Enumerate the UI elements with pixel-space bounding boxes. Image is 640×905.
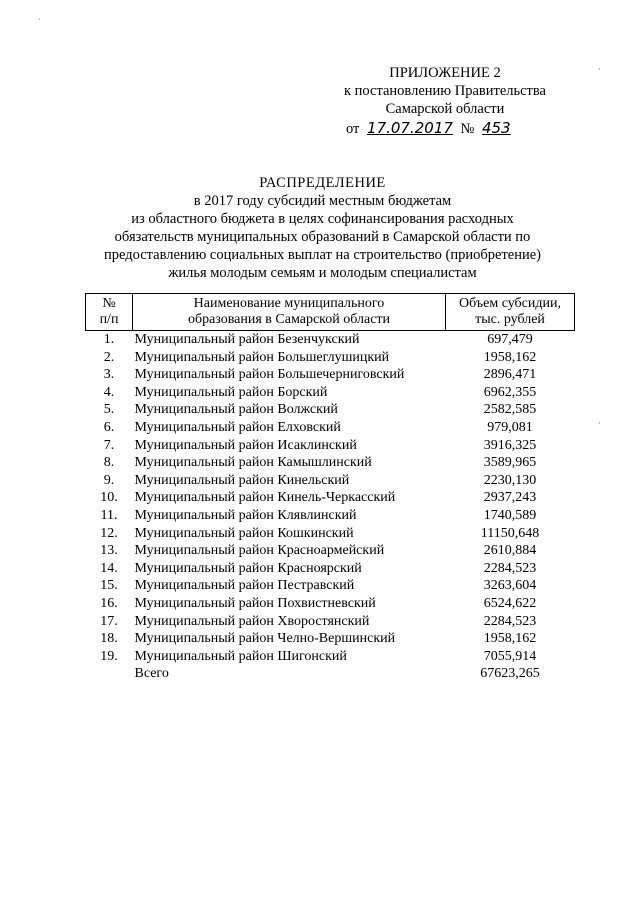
row-num: 2. — [103, 349, 115, 365]
row-name: Муниципальный район Борский — [134, 384, 328, 400]
row-name: Муниципальный район Хворостянский — [134, 613, 370, 629]
row-name: Муниципальный район Камышлинский — [134, 455, 372, 471]
table-row — [86, 366, 575, 384]
row-amount: 11150,648 — [480, 525, 540, 541]
total-row — [86, 665, 575, 683]
row-num: 9. — [103, 472, 115, 488]
table-row — [86, 525, 575, 543]
scan-speck: · — [598, 418, 601, 428]
row-name: Муниципальный район Кошкинский — [134, 525, 354, 541]
row-num: 10. — [100, 490, 118, 506]
appendix-region-line: Самарской области — [385, 101, 505, 117]
row-num: 7. — [103, 437, 115, 453]
table-row — [86, 630, 575, 648]
row-name: Муниципальный район Челно-Вершинский — [134, 631, 396, 647]
table-row — [86, 401, 575, 419]
appendix-block — [330, 64, 560, 118]
number-label: № — [460, 121, 475, 137]
title-line-1: в 2017 году субсидий местным бюджетам — [193, 193, 452, 209]
row-amount: 3589,965 — [483, 455, 537, 471]
table-row — [86, 454, 575, 472]
row-name: Муниципальный район Елховский — [134, 419, 341, 435]
row-amount: 7055,914 — [483, 648, 537, 664]
row-name: Муниципальный район Кинельский — [134, 472, 350, 488]
table-row — [86, 489, 575, 507]
header-amount — [446, 294, 575, 331]
table-row — [86, 648, 575, 666]
table-row — [86, 349, 575, 367]
scan-speck: ˎ — [38, 10, 41, 20]
table-row — [86, 577, 575, 595]
row-name: Муниципальный район Похвистневский — [134, 595, 376, 611]
header-num-line2: п/п — [99, 312, 119, 327]
table-row — [86, 472, 575, 490]
table-row — [86, 507, 575, 525]
header-amount-line2: тыс. рублей — [475, 312, 545, 327]
row-num: 8. — [103, 455, 115, 471]
scan-speck: · — [598, 64, 601, 74]
row-amount: 3916,325 — [483, 437, 537, 453]
row-name: Муниципальный район Красноярский — [134, 560, 362, 576]
row-name: Муниципальный район Большеглушицкий — [134, 349, 390, 365]
row-num: 6. — [103, 419, 115, 435]
row-amount: 2937,243 — [483, 490, 537, 506]
row-name: Муниципальный район Безенчукский — [134, 332, 360, 347]
title-heading: РАСПРЕДЕЛЕНИЕ — [259, 175, 386, 191]
row-amount: 1740,589 — [483, 507, 537, 523]
total-num — [86, 665, 133, 683]
approval-line — [346, 119, 515, 138]
total-label: Всего — [134, 666, 169, 682]
row-amount: 697,479 — [487, 332, 533, 347]
table-row — [86, 419, 575, 437]
table-header-row — [86, 294, 575, 331]
row-name: Муниципальный район Пестравский — [134, 578, 355, 594]
row-amount: 2896,471 — [483, 367, 537, 383]
row-amount: 3263,604 — [483, 578, 537, 594]
row-amount: 2284,523 — [483, 613, 537, 629]
row-num: 15. — [100, 578, 118, 594]
row-num: 18. — [100, 631, 118, 647]
table-row — [86, 613, 575, 631]
row-amount: 2582,585 — [483, 402, 537, 418]
row-num: 4. — [103, 384, 115, 400]
row-name: Муниципальный район Большечерниговский — [134, 367, 405, 383]
handwritten-number: 453 — [482, 119, 511, 137]
row-num: 5. — [103, 402, 115, 418]
row-amount: 6962,355 — [483, 384, 537, 400]
row-num: 19. — [100, 648, 118, 664]
row-num: 3. — [103, 367, 115, 383]
row-amount: 2284,523 — [483, 560, 537, 576]
header-name — [133, 294, 446, 331]
row-num: 11. — [100, 507, 118, 523]
title-line-3: обязательств муниципальных образований в Самарской области по — [114, 229, 531, 245]
row-name: Муниципальный район Шигонский — [134, 648, 347, 664]
handwritten-date: 17.07.2017 — [367, 119, 453, 137]
row-name: Муниципальный район Кинель-Черкасский — [134, 490, 396, 506]
table-row — [86, 542, 575, 560]
row-name: Муниципальный район Волжский — [134, 402, 338, 418]
header-amount-line1: Объем субсидии, — [459, 296, 561, 311]
title-line-4: предоставлению социальных выплат на строительство (приобретение) — [103, 247, 542, 263]
title-line-2: из областного бюджета в целях софинансирования расходных — [131, 211, 514, 227]
row-num: 17. — [100, 613, 118, 629]
row-name: Муниципальный район Красноармейский — [134, 543, 385, 559]
appendix-decree-line: к постановлению Правительства — [344, 83, 546, 99]
row-amount: 1958,162 — [483, 631, 537, 647]
title-line-5: жилья молодым семьям и молодым специалистам — [168, 265, 477, 281]
table-row — [86, 437, 575, 455]
header-num-line1: № — [102, 296, 116, 311]
table-row — [86, 595, 575, 613]
row-num: 16. — [100, 595, 118, 611]
row-name: Муниципальный район Клявлинский — [134, 507, 357, 523]
header-name-line2: образования в Самарской области — [187, 312, 391, 327]
table-row — [86, 560, 575, 578]
row-amount: 979,081 — [487, 419, 533, 435]
table-row — [86, 384, 575, 402]
row-amount: 2230,130 — [483, 472, 537, 488]
row-amount: 6524,622 — [483, 595, 537, 611]
document-title — [60, 174, 585, 282]
table-row — [86, 331, 575, 349]
header-num — [86, 294, 133, 331]
distribution-table — [85, 293, 575, 683]
row-name: Муниципальный район Исаклинский — [134, 437, 357, 453]
row-num: 12. — [100, 525, 118, 541]
date-prefix: от — [346, 121, 360, 137]
row-num: 13. — [100, 543, 118, 559]
total-amount: 67623,265 — [480, 666, 540, 682]
row-amount: 2610,884 — [483, 543, 537, 559]
row-amount: 1958,162 — [483, 349, 537, 365]
row-num: 1. — [103, 332, 115, 347]
header-name-line1: Наименование муниципального — [193, 296, 385, 311]
row-num: 14. — [100, 560, 118, 576]
appendix-title: ПРИЛОЖЕНИЕ 2 — [389, 65, 501, 81]
